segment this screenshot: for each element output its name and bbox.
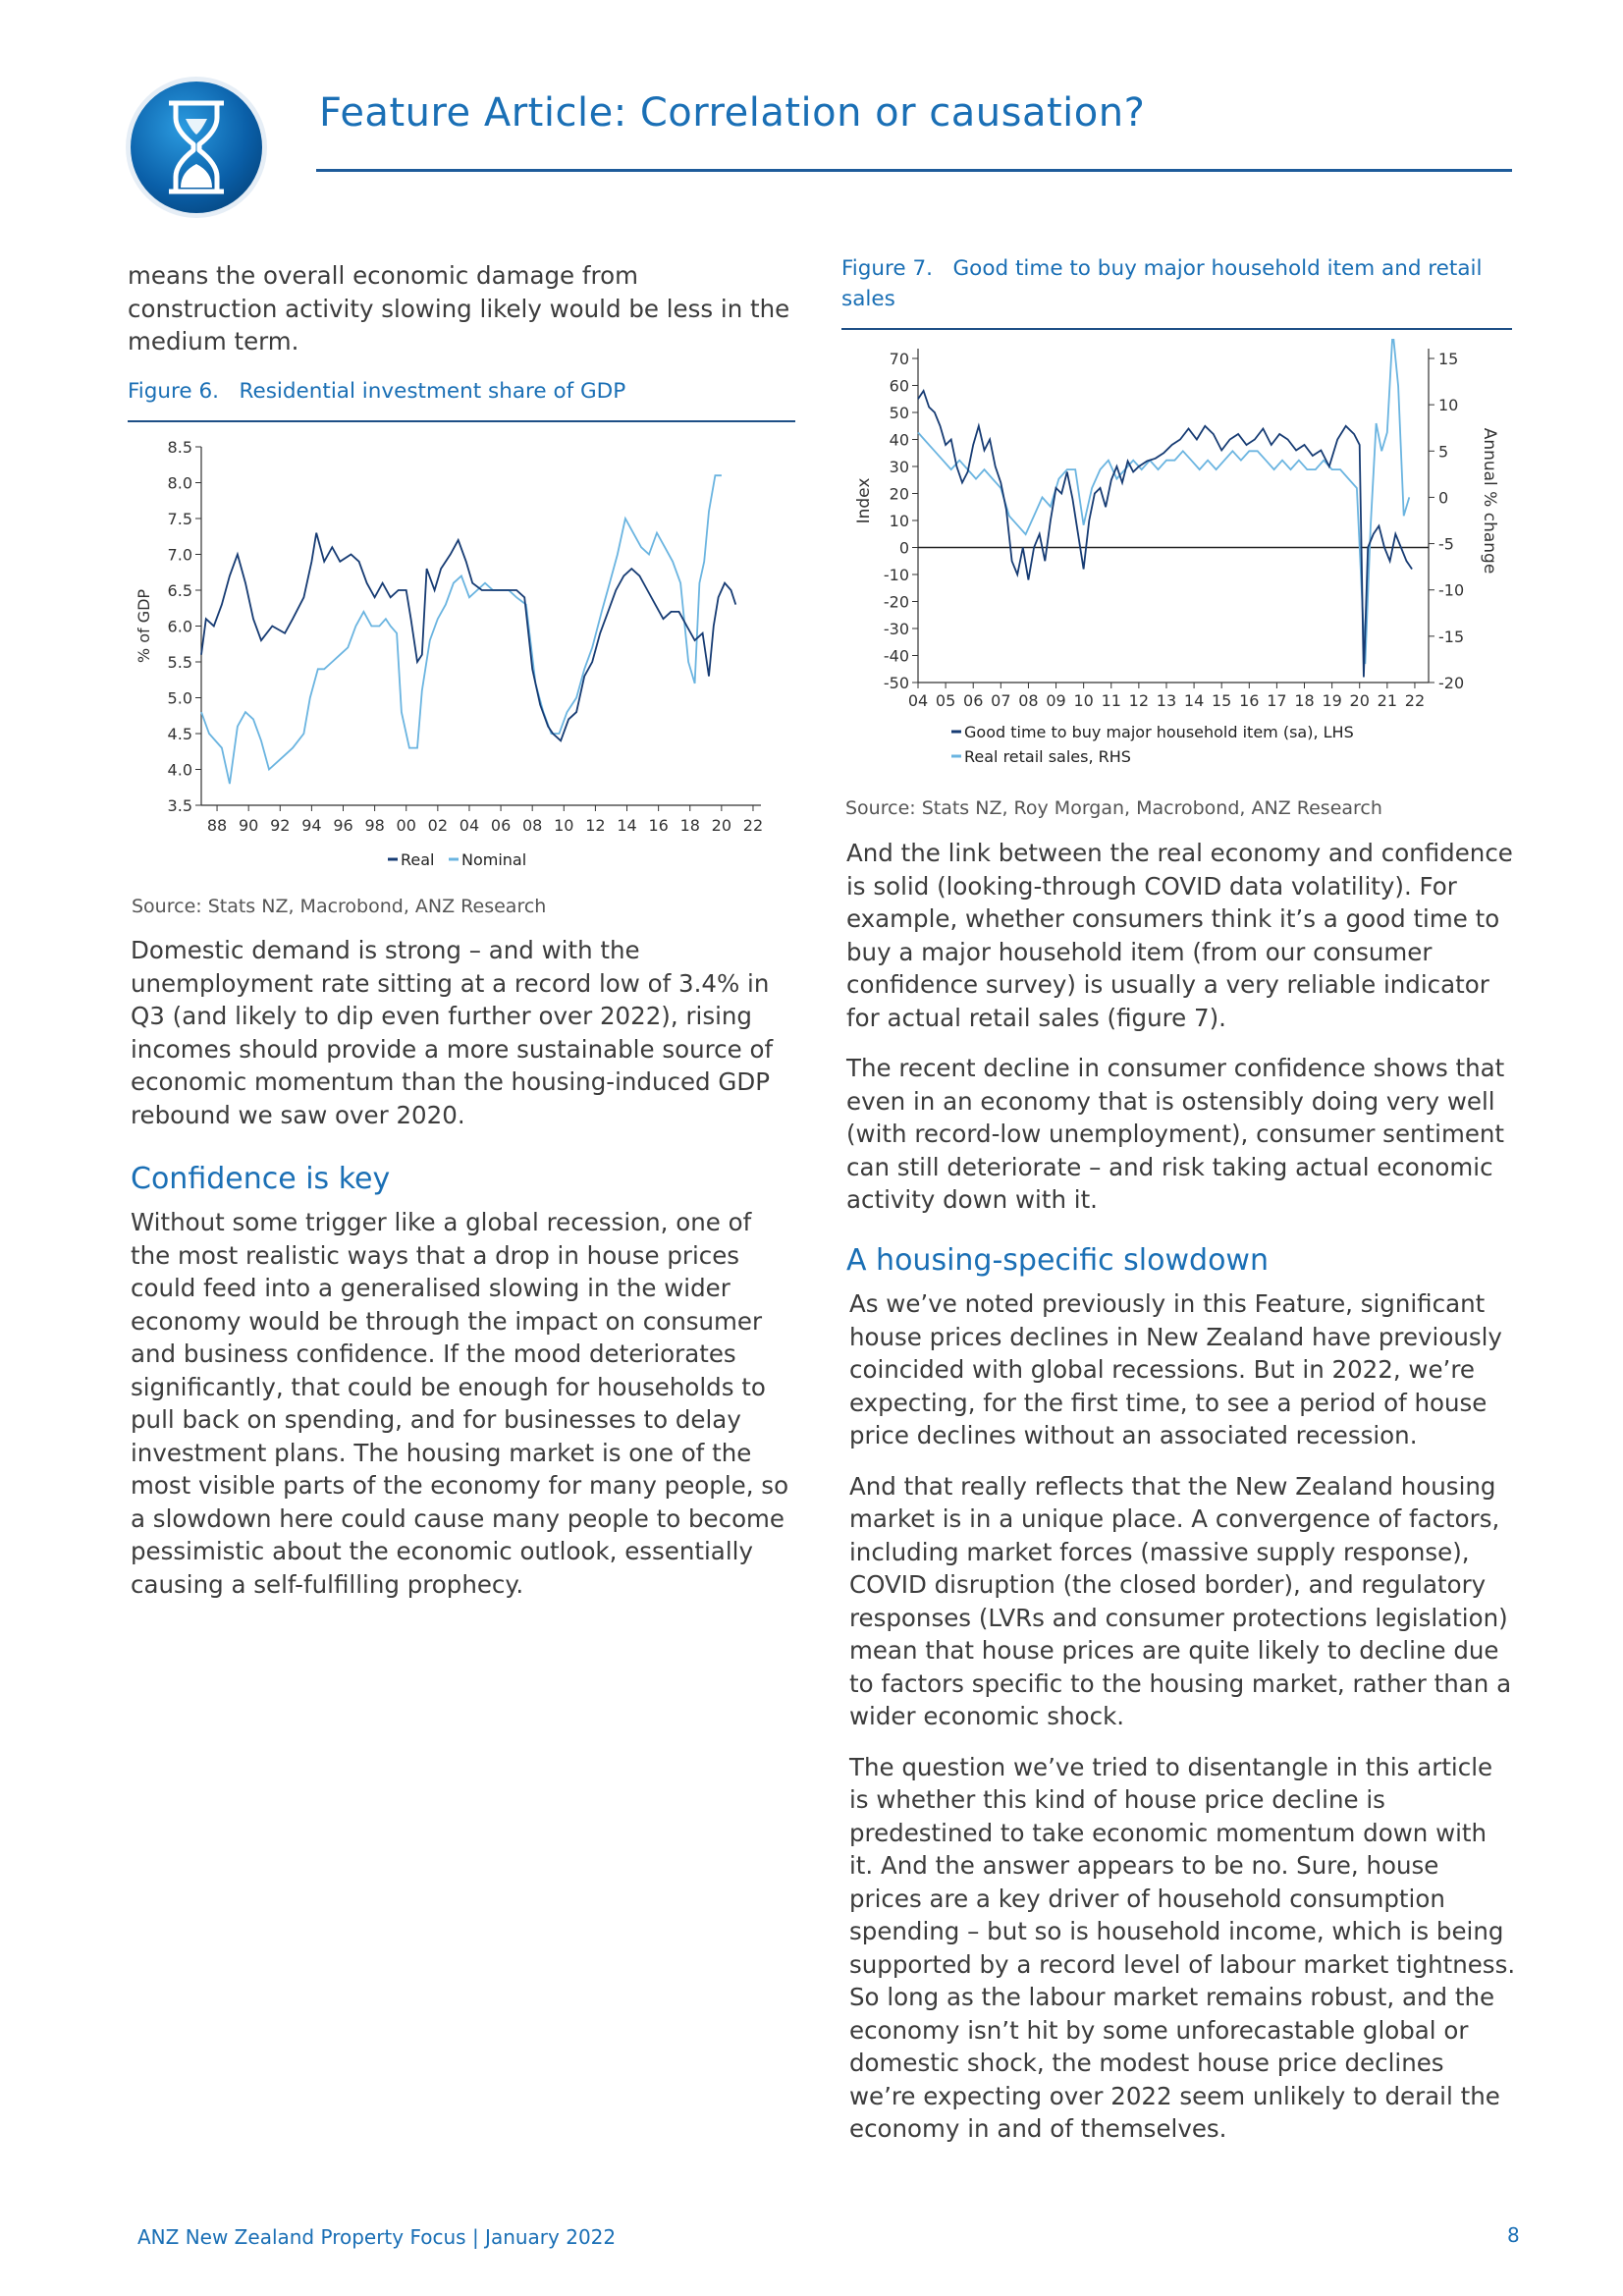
left-body-2: [131, 1206, 798, 1618]
x-tick-label: 18: [679, 816, 700, 835]
header-rule: [316, 169, 1512, 172]
right-y-tick-label: -20: [1438, 674, 1465, 692]
x-tick-label: 10: [554, 816, 574, 835]
right-y-tick-label: -10: [1438, 580, 1465, 600]
x-tick-label: 22: [742, 816, 764, 835]
right-y-axis-label: Annual % change: [1480, 427, 1499, 574]
x-tick-label: 19: [1322, 691, 1342, 710]
right-body: [846, 837, 1514, 1234]
left-y-tick-label: -30: [883, 620, 909, 638]
left-y-tick-label: -10: [883, 566, 909, 584]
left-y-tick-label: 30: [889, 458, 909, 476]
series-line-right: [918, 339, 1409, 664]
right-y-tick-label: 10: [1438, 396, 1459, 415]
paragraph-link: And the link between the real economy and confidence is solid (looking-through COVID data volatility). For example, whether consumers think it’s a good time to buy a major household item (from our consumer confidence survey) is usually a very reliable indicator for actual retail sales (figure 7).: [846, 839, 1513, 1032]
paragraph-decline: The recent decline in consumer confidence shows that even in an economy that is ostensibly doing very well (with record-low unemployment), consumer sentiment can still deteriorate – and risk taking actual economic activity down with it.: [846, 1054, 1505, 1214]
legend-label-left: Good time to buy major household item (sa), LHS: [964, 723, 1354, 741]
intro-paragraph: [128, 259, 795, 376]
left-y-tick-label: 20: [889, 484, 909, 504]
figure7-source: Source: Stats NZ, Roy Morgan, Macrobond, ANZ Research: [845, 797, 1382, 819]
x-tick-label: 04: [907, 691, 929, 710]
x-tick-label: 92: [270, 816, 291, 835]
y-tick-label: 4.0: [167, 760, 192, 780]
right-body-2: [849, 1287, 1517, 2163]
x-tick-label: 11: [1101, 691, 1121, 710]
x-tick-label: 08: [522, 816, 543, 835]
figure7-caption: [841, 253, 1509, 314]
x-tick-label: 20: [711, 816, 732, 835]
y-tick-label: 6.0: [167, 617, 192, 636]
x-tick-label: 18: [1294, 691, 1315, 710]
x-tick-label: 90: [238, 816, 259, 835]
y-tick-label: 7.0: [167, 545, 192, 565]
x-tick-label: 14: [617, 816, 637, 835]
right-y-tick-label: -15: [1438, 627, 1465, 646]
x-tick-label: 16: [648, 816, 669, 835]
paragraph-domestic-demand: Domestic demand is strong – and with the unemployment rate sitting at a record low of 3.4% in Q3 (and likely to dip even further over 2022), rising incomes should provide a more sustainable source of economic momentum than the housing-induced GDP rebound we saw over 2020.: [131, 936, 774, 1129]
x-tick-label: 09: [1046, 691, 1066, 710]
x-tick-label: 20: [1349, 691, 1370, 710]
x-tick-label: 13: [1156, 691, 1177, 710]
x-tick-label: 07: [991, 691, 1011, 710]
y-tick-label: 8.5: [167, 438, 192, 457]
page-title: Feature Article: Correlation or causation?: [319, 90, 1146, 136]
left-y-tick-label: -40: [883, 646, 909, 666]
y-tick-label: 6.5: [167, 581, 192, 600]
footer-publication: ANZ New Zealand Property Focus | January 2022: [137, 2225, 617, 2249]
x-tick-label: 16: [1239, 691, 1260, 710]
x-tick-label: 21: [1377, 691, 1398, 710]
x-tick-label: 08: [1018, 691, 1039, 710]
paragraph-housing-3: The question we’ve tried to disentangle in this article is whether this kind of house price decline is predestined to take economic momentum down with it. And the answer appears to be no. Sure, house prices are a key driver of household consumption spending – but so is household income, which is being supported by a record level of labour market tightness. So long as the labour market remains robust, and the economy isn’t hit by some unforecastable global or domestic shock, the modest house price declines we’re expecting over 2022 seem unlikely to derail the economy in and of themselves.: [849, 1752, 1516, 2143]
y-tick-label: 5.0: [167, 688, 192, 708]
legend-label-nominal: Nominal: [461, 850, 527, 869]
x-tick-label: 14: [1183, 691, 1205, 710]
x-tick-label: 04: [459, 816, 480, 835]
figure6-caption: [128, 376, 795, 407]
left-y-tick-label: 50: [889, 404, 909, 422]
figure7-rule: [841, 328, 1512, 330]
figure7-title: Good time to buy major household item and retail sales: [841, 256, 1483, 311]
figure7-label: Figure 7.: [841, 256, 933, 281]
heading-housing-slowdown: A housing-specific slowdown: [846, 1243, 1269, 1278]
left-body: [131, 934, 798, 1149]
series-line-left: [918, 391, 1412, 678]
left-y-tick-label: -20: [883, 592, 909, 612]
heading-confidence: Confidence is key: [131, 1162, 391, 1196]
x-tick-label: 88: [206, 816, 228, 835]
y-axis-label: % of GDP: [135, 588, 153, 664]
y-tick-label: 8.0: [167, 473, 192, 493]
x-tick-label: 98: [364, 816, 385, 835]
x-tick-label: 02: [427, 816, 449, 835]
paragraph-confidence: Without some trigger like a global recession, one of the most realistic ways that a drop in house prices could feed into a generalised slowing in the wider economy would be through the impact on consumer and business confidence. If the mood deteriorates significantly, that could be enough for households to pull back on spending, and for businesses to delay investment plans. The housing market is one of the most visible parts of the economy for many people, so a slowdown here could cause many people to become pessimistic about the economic outlook, essentially causing a self-fulfilling prophecy.: [131, 1208, 789, 1599]
right-y-tick-label: 5: [1438, 442, 1449, 462]
paragraph-housing-1: As we’ve noted previously in this Feature, significant house prices declines in New Zealand have previously coincided with global recessions. But in 2022, we’re expecting, for the first time, to see a period of house price declines without an associated recession.: [849, 1289, 1502, 1449]
x-tick-label: 94: [301, 816, 322, 835]
left-y-tick-label: 0: [898, 538, 909, 558]
x-tick-label: 10: [1073, 691, 1094, 710]
figure7-chart: [841, 339, 1512, 786]
x-tick-label: 17: [1267, 691, 1287, 710]
y-tick-label: 7.5: [167, 510, 192, 528]
legend-label-right: Real retail sales, RHS: [964, 747, 1131, 766]
right-y-tick-label: -5: [1438, 534, 1454, 554]
left-y-axis-label: Index: [854, 477, 874, 524]
series-line-real: [201, 533, 735, 741]
paragraph-housing-2: And that really reflects that the New Zealand housing market is in a unique place. A convergence of factors, including market forces (massive supply response), COVID disruption (the closed border), and regulatory responses (LVRs and consumer protections legislation) mean that house prices are quite likely to decline due to factors specific to the housing market, rather than a wider economic shock.: [849, 1471, 1512, 1730]
legend-label-real: Real: [401, 850, 435, 869]
right-y-tick-label: 0: [1438, 488, 1449, 508]
right-y-tick-label: 15: [1438, 350, 1459, 368]
figure6-rule: [128, 420, 795, 422]
figure6-label: Figure 6.: [128, 379, 219, 404]
left-y-tick-label: 70: [889, 350, 909, 368]
left-y-tick-label: -50: [883, 674, 909, 692]
x-tick-label: 00: [396, 816, 416, 835]
y-tick-label: 4.5: [167, 725, 192, 743]
left-y-tick-label: 60: [889, 376, 909, 396]
paragraph-intro: means the overall economic damage from construction activity slowing likely would be less in the medium term.: [128, 261, 790, 355]
x-tick-label: 22: [1404, 691, 1426, 710]
y-tick-label: 3.5: [167, 796, 192, 815]
figure6-title: Residential investment share of GDP: [239, 379, 626, 404]
x-tick-label: 05: [935, 691, 956, 710]
x-tick-label: 12: [585, 816, 606, 835]
footer-page-number: 8: [1507, 2223, 1520, 2247]
x-tick-label: 06: [490, 816, 512, 835]
y-tick-label: 5.5: [167, 653, 192, 672]
x-tick-label: 96: [333, 816, 353, 835]
hourglass-logo-icon: [123, 74, 270, 221]
left-y-tick-label: 10: [889, 512, 909, 530]
left-y-tick-label: 40: [889, 430, 909, 450]
x-tick-label: 12: [1128, 691, 1150, 710]
figure6-chart: [128, 432, 795, 884]
figure6-source: Source: Stats NZ, Macrobond, ANZ Research: [132, 896, 547, 917]
x-tick-label: 06: [963, 691, 984, 710]
x-tick-label: 15: [1212, 691, 1232, 710]
